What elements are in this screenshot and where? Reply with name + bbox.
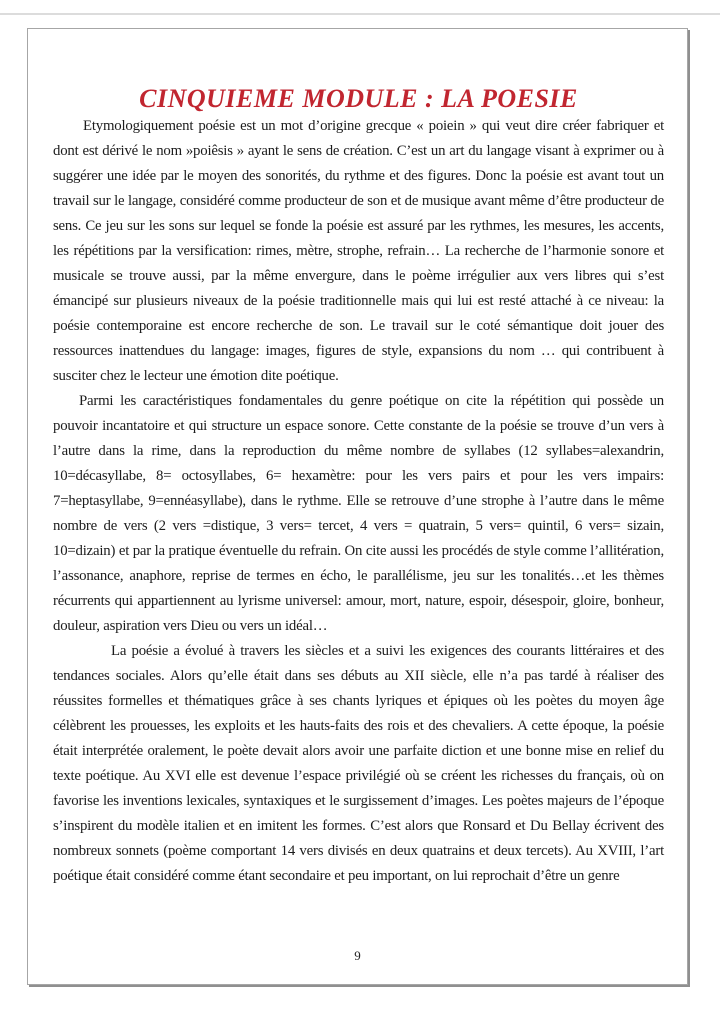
paragraph: Etymologiquement poésie est un mot d’origine grecque « poiein » qui veut dire créer fabriquer et dont est dérivé le nom »poiêsis » ayant le sens de création. C’est un art du langage visant à exprimer ou à suggérer une idée par le moyen des sonorités, du rythme et des figures. Donc la poésie est avant tout un travail sur le langage, considéré comme producteur de son et de musique avant même d’être producteur de sens. Ce jeu sur les sons sur lequel se fonde la poésie est assuré par les rythmes, les mesures, les accents, les répétitions par la versification: rimes, mètre, strophe, refrain… La recherche de l’harmonie sonore et musicale se trouve aussi, par la même envergure, dans le poème irrégulier aux vers libres qui s’est émancipé sur plusieurs niveaux de la poésie traditionnelle mais qui lui est resté attaché à ce niveau: la poésie contemporaine est encore recherche de son. Le travail sur le coté sémantique doit jouer des ressources inattendues du langage: images, figures de style, expansions du nom … qui contribuent à susciter chez le lecteur une émotion dite poétique. bbox=[53, 118, 664, 384]
paragraph: Parmi les caractéristiques fondamentales du genre poétique on cite la répétition qui possède un pouvoir incantatoire et qui structure un espace sonore. Cette constante de la poésie se trouve d’un vers à l’autre dans la rime, dans la reproduction du même nombre de syllabes (12 syllabes=alexandrin, 10=décasyllabe, 8= octosyllabes, 6= hexamètre: pour les vers pairs et pour les vers impairs: 7=heptasyllabe, 9=ennéasyllabe), dans le rythme. Elle se retrouve d’une strophe à l’autre dans le même nombre de vers (2 vers =distique, 3 vers= tercet, 4 vers = quatrain, 5 vers= quintil, 6 vers= sizain, 10=dizain) et par la pratique éventuelle du refrain. On cite aussi les procédés de style comme l’allitération, l’assonance, anaphore, reprise de termes en écho, le parallélisme, jeu sur les tonalités…et les thèmes récurrents qui appartiennent au lyrisme universel: amour, mort, nature, espoir, désespoir, gloire, bonheur, douleur, aspiration vers Dieu ou vers un idéal… bbox=[53, 393, 664, 634]
page-number: 9 bbox=[354, 948, 361, 963]
page-content bbox=[28, 84, 687, 889]
page-title: CINQUIEME MODULE : LA POESIE bbox=[139, 84, 578, 113]
paragraph: La poésie a évolué à travers les siècles et a suivi les exigences des courants littéraires et des tendances sociales. Alors qu’elle était dans ses débuts au XII siècle, elle n’a pas tardé à réaliser des réussites formelles et thématiques grâce à ses chants lyriques et épiques où les poètes du moyen âge célèbrent les prouesses, les exploits et les hauts-faits des rois et des chevaliers. A cette époque, la poésie était interprétée oralement, le poète devait alors avoir une parfaite diction et une bonne mise en relief du texte poétique. Au XVI elle est devenue l’espace privilégié où se créent les richesses du français, où on favorise les inventions lexicales, syntaxiques et le surgissement d’images. Les poètes majeurs de l’époque s’inspirent du modèle italien et en imitent les formes. C’est alors que Ronsard et Du Bellay écrivent des nombreux sonnets (poème comportant 14 vers divisés en deux quatrains et deux tercets). Au XVIII, l’art poétique était considéré comme étant secondaire et peu important, on lui reprochait d’être un genre bbox=[53, 643, 664, 884]
document-page bbox=[27, 28, 688, 985]
scan-artifact-line bbox=[0, 13, 720, 15]
